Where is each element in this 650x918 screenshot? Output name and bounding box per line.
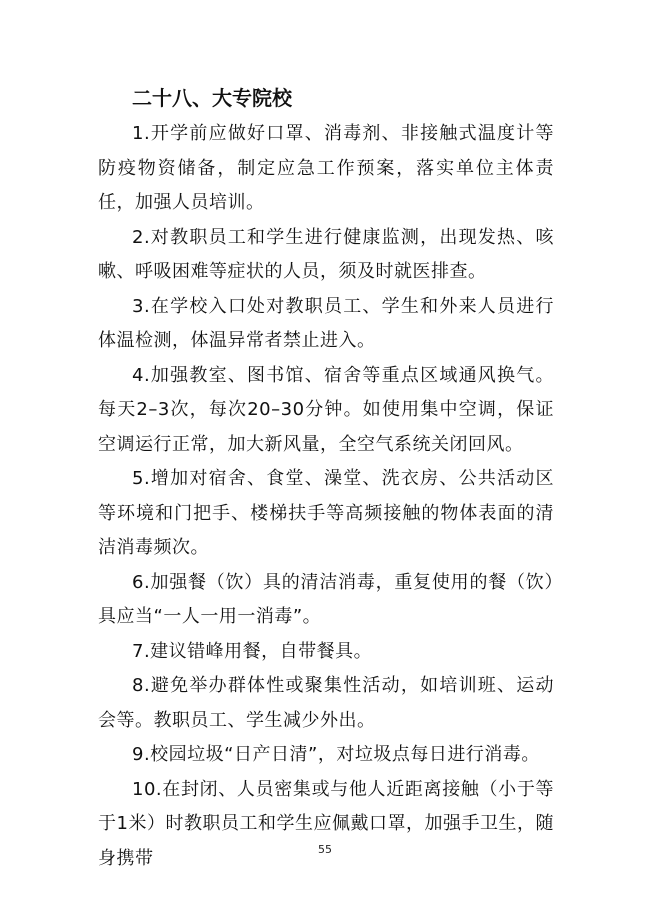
paragraph-1: 1.开学前应做好口罩、消毒剂、非接触式温度计等防疫物资储备，制定应急工作预案，落实单位主体责任，加强人员培训。 (98, 123, 554, 213)
paragraph-2: 2.对教职员工和学生进行健康监测，出现发热、咳嗽、呼吸困难等症状的人员，须及时就医排查。 (98, 226, 554, 282)
paragraph-5: 5.增加对宿舍、食堂、澡堂、洗衣房、公共活动区等环境和门把手、楼梯扶手等高频接触的物体表面的清洁消毒频次。 (98, 468, 554, 558)
page-number: 55 (318, 843, 332, 856)
paragraph-7: 7.建议错峰用餐，自带餐具。 (132, 640, 373, 662)
section-heading: 二十八、大专院校 (132, 86, 292, 110)
paragraph-8: 8.避免举办群体性或聚集性活动，如培训班、运动会等。教职员工、学生减少外出。 (98, 675, 554, 731)
paragraph-4: 4.加强教室、图书馆、宿舍等重点区域通风换气。每天2–3次，每次20–30分钟。如使用集中空调，保证空调运行正常，加大新风量，全空气系统关闭回风。 (98, 364, 554, 455)
paragraph-3: 3.在学校入口处对教职员工、学生和外来人员进行体温检测，体温异常者禁止进入。 (98, 295, 554, 351)
document-body (98, 117, 554, 876)
paragraph-9: 9.校园垃圾“日产日清”，对垃圾点每日进行消毒。 (132, 744, 540, 765)
paragraph-10: 10.在封闭、人员密集或与他人近距离接触（小于等于1米）时教职员工和学生应佩戴口罩，加强手卫生，随身携带 (98, 778, 554, 869)
paragraph-6: 6.加强餐（饮）具的清洁消毒，重复使用的餐（饮）具应当“一人一用一消毒”。 (98, 571, 554, 627)
